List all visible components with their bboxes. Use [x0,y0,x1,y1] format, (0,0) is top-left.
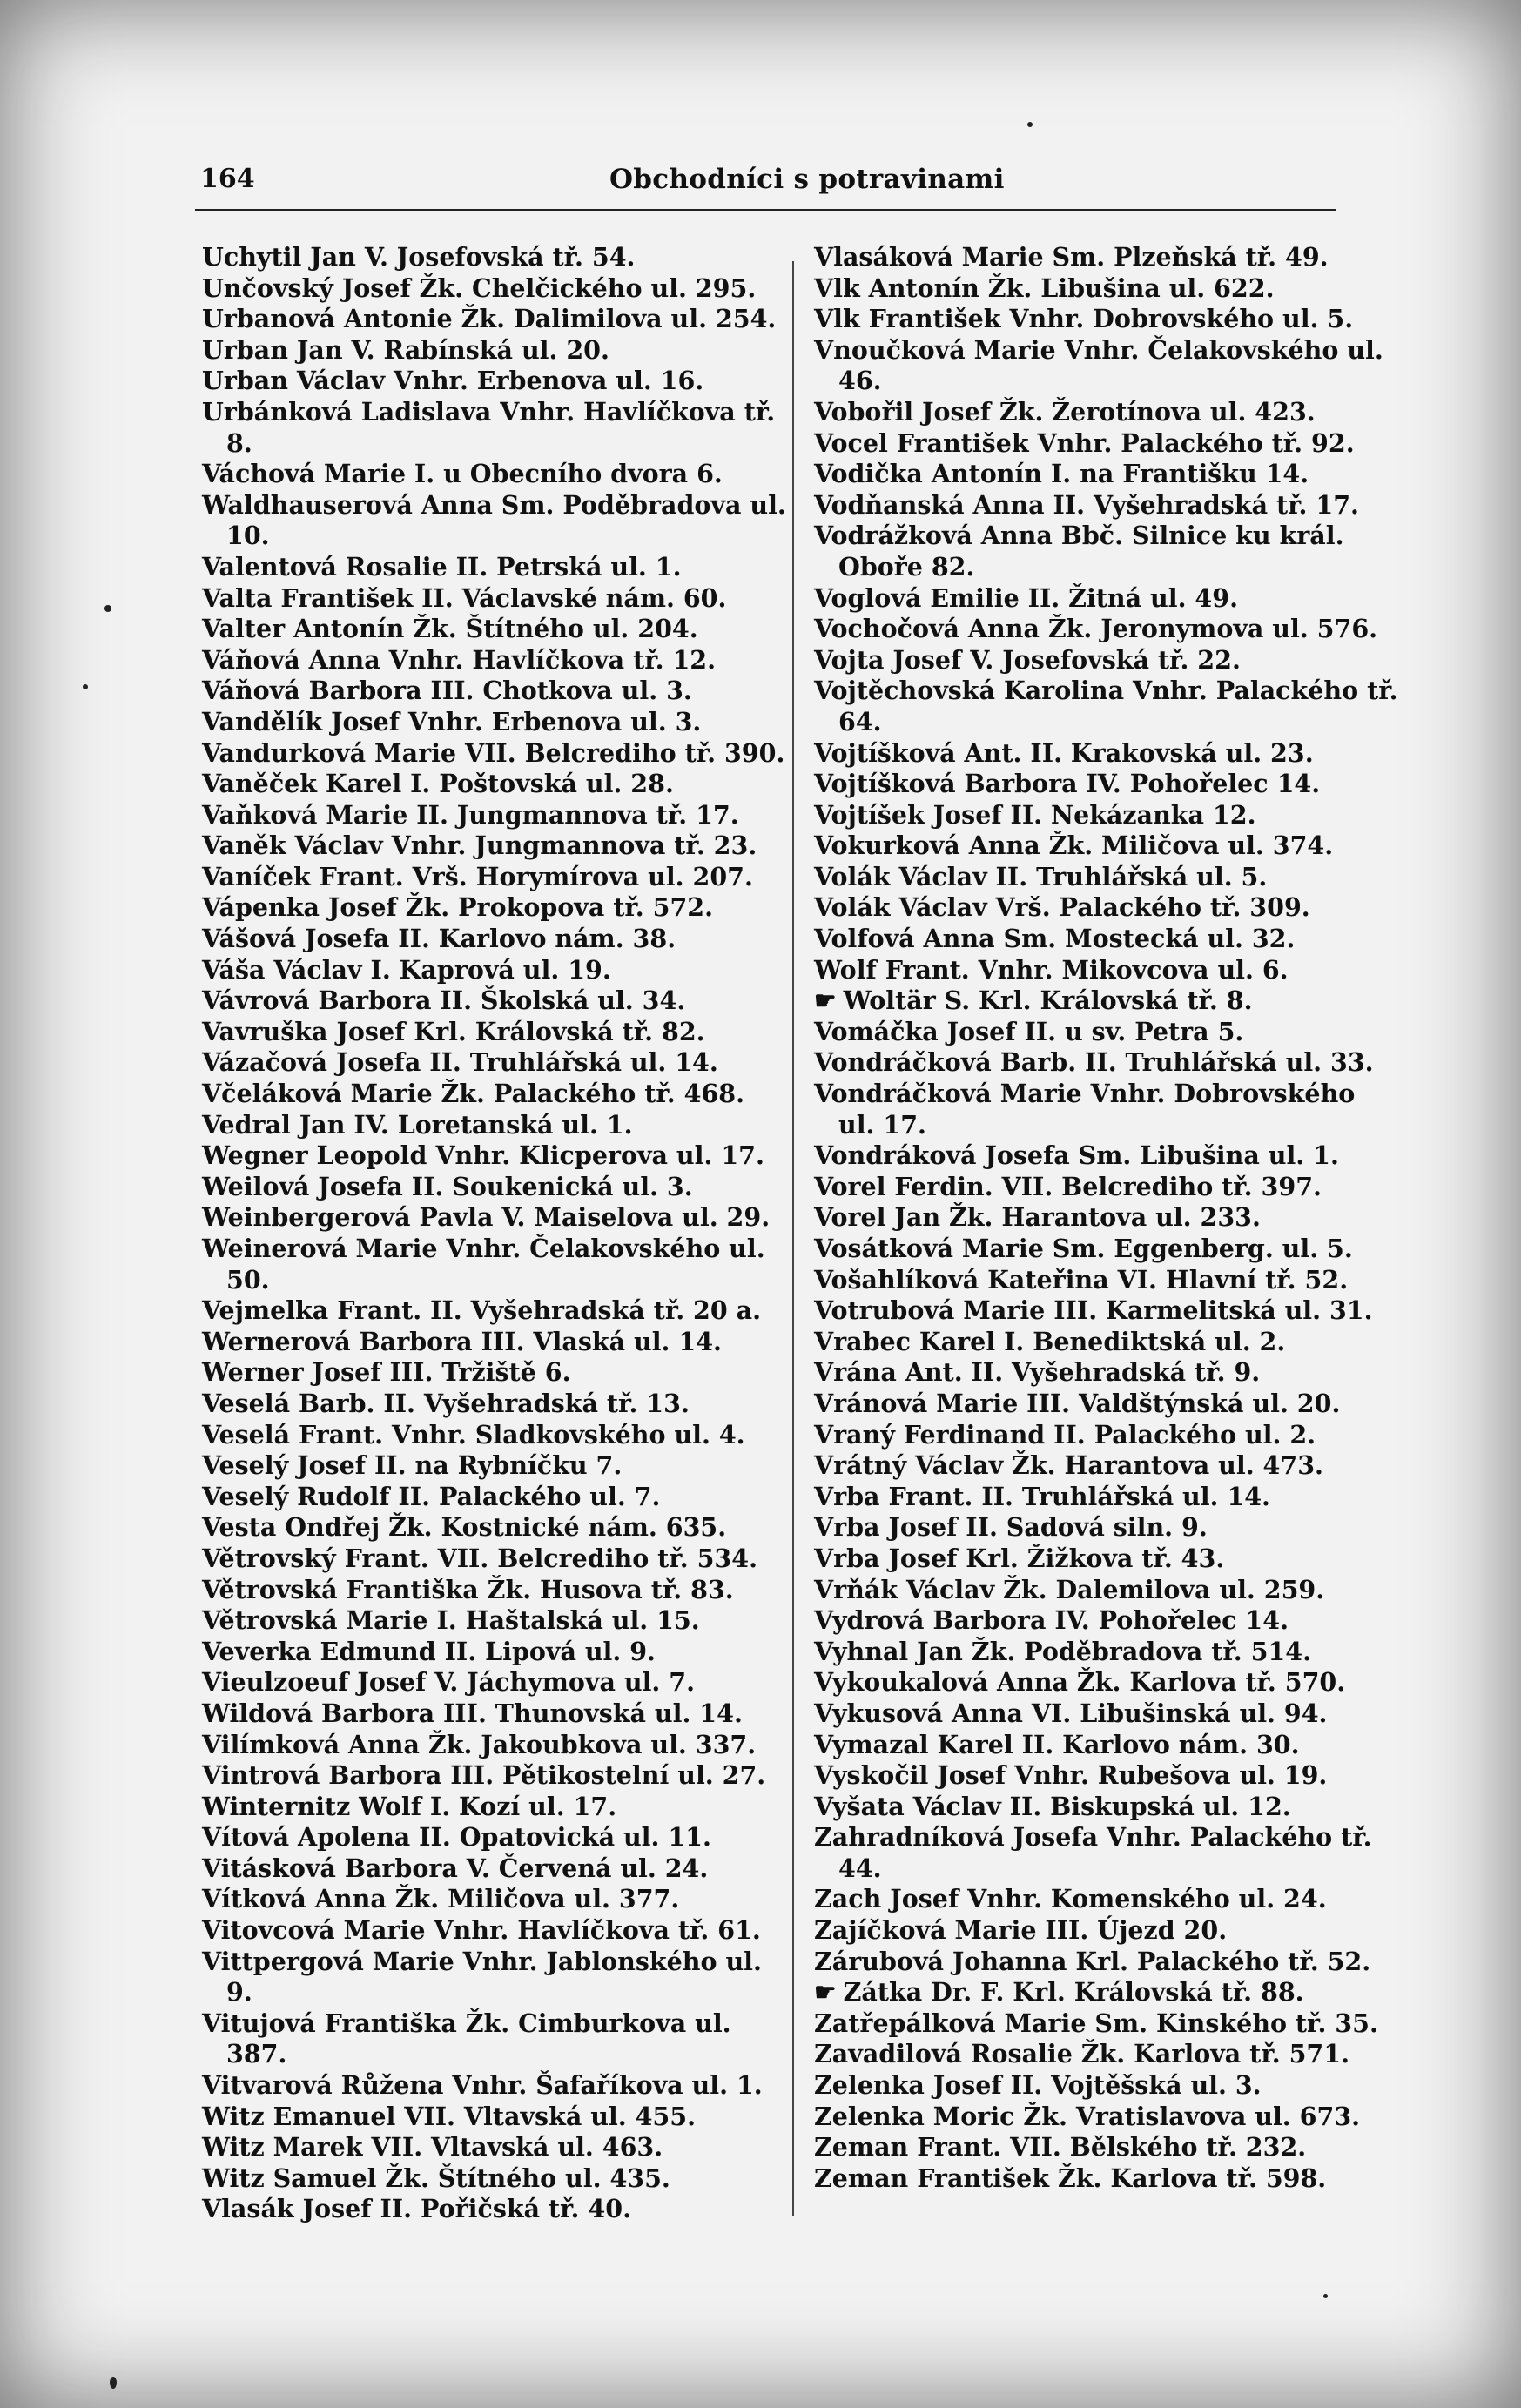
entry-text: Vojta Josef V. Josefovská tř. 22. [814,644,1241,675]
directory-entry [814,1544,1399,1575]
entry-text: Větrovská Františka Žk. Husova tř. 83. [202,1574,734,1604]
entry-text: Valta František II. Václavské nám. 60. [202,582,727,613]
directory-entry [202,1575,787,1606]
entry-text: Váchová Marie I. u Obecního dvora 6. [202,459,723,489]
directory-entry [814,2132,1399,2163]
entry-text: Vondráčková Barb. II. Truhlářská ul. 33. [814,1047,1374,1078]
entry-text: Zeman František Žk. Karlova tř. 598. [814,2162,1327,2193]
entry-text: Vieulzoeuf Josef V. Jáchymova ul. 7. [202,1667,696,1698]
entry-text: Zatřepálková Marie Sm. Kinského tř. 35. [814,2008,1378,2038]
directory-entry [814,1202,1399,1234]
directory-entry [202,1512,787,1544]
entry-text: Witz Emanuel VII. Vltavská ul. 455. [202,2101,697,2131]
directory-entry [814,1512,1399,1544]
entry-text: Zeman Frant. VII. Bělského tř. 232. [814,2132,1307,2162]
entry-text: Weilová Josefa II. Soukenická ul. 3. [202,1171,693,1201]
directory-entry [202,2102,787,2133]
directory-entry [202,985,787,1017]
entry-text: Vlasák Josef II. Pořičská tř. 40. [202,2194,631,2224]
directory-entry [202,1730,787,1761]
directory-entry [814,645,1399,676]
pointing-hand-icon: ☛ [814,985,837,1016]
entry-text: Vyskočil Josef Vnhr. Rubešova ul. 19. [814,1760,1328,1791]
entry-text: Vondráková Josefa Sm. Libušina ul. 1. [814,1140,1339,1171]
entry-text: Vaněček Karel I. Poštovská ul. 28. [202,769,674,799]
entry-text: Váňová Anna Vnhr. Havlíčkova tř. 12. [202,644,717,675]
directory-entry [202,583,787,615]
directory-entry [202,2008,787,2070]
entry-text: Vojtíšková Barbora IV. Pohořelec 14. [814,769,1321,799]
entry-text: Vrňák Václav Žk. Dalemilova ul. 259. [814,1574,1325,1604]
directory-entry [814,1389,1399,1420]
directory-entry [814,2102,1399,2133]
directory-entry [202,1544,787,1575]
entry-text: Veselý Josef II. na Rybníčku 7. [202,1450,623,1481]
directory-entry [202,1389,787,1420]
directory-entry [202,1327,787,1358]
directory-entry [202,614,787,645]
entry-text: Vošahlíková Kateřina VI. Hlavní tř. 52. [814,1264,1349,1295]
entry-text: Vykusová Anna VI. Libušinská ul. 94. [814,1698,1328,1728]
directory-entry [814,800,1399,831]
scan-speck [1323,2294,1328,2298]
entry-text: Witz Marek VII. Vltavská ul. 463. [202,2132,663,2162]
directory-entry [814,1234,1399,1265]
entry-text: Veselá Barb. II. Vyšehradská tř. 13. [202,1388,690,1418]
entry-text: Unčovský Josef Žk. Chelčického ul. 295. [202,272,757,303]
directory-entry [814,1327,1399,1358]
directory-entry [202,1760,787,1792]
directory-entry [202,2070,787,2102]
entry-text: Valentová Rosalie II. Petrská ul. 1. [202,551,682,582]
entry-text: Vochočová Anna Žk. Jeronymova ul. 576. [814,614,1378,644]
directory-entry [202,862,787,893]
directory-entry [814,2163,1399,2195]
directory-entry [814,1079,1399,1140]
entry-text: Vondráčková Marie Vnhr. Dobrovského ul. 17. [814,1079,1356,1140]
directory-entry [814,1172,1399,1203]
directory-entry [814,1698,1399,1730]
directory-entry [814,273,1399,305]
entry-text: Urbánková Ladislava Vnhr. Havlíčkova tř. 8. [202,396,776,458]
entry-text: Vlasáková Marie Sm. Plzeňská tř. 49. [814,242,1329,272]
directory-entry [202,1947,787,2008]
entry-text: Zavadilová Rosalie Žk. Karlova tř. 571. [814,2039,1350,2069]
entry-text: Vitvarová Růžena Vnhr. Šafaříkova ul. 1. [202,2070,763,2101]
directory-entry [202,1079,787,1110]
entry-text: Vodrážková Anna Bbč. Silnice ku král. Oboře 82. [814,521,1344,582]
directory-entry [814,676,1399,737]
directory-entry [202,2163,787,2195]
directory-entry [202,1915,787,1947]
entry-text: Vlk Antonín Žk. Libušina ul. 622. [814,272,1275,303]
entry-text: Vrána Ant. II. Vyšehradská tř. 9. [814,1357,1261,1388]
entry-text: Veselý Rudolf II. Palackého ul. 7. [202,1481,661,1511]
entry-text: Volák Václav II. Truhlářská ul. 5. [814,861,1268,891]
entry-text: Vojtěchovská Karolina Vnhr. Palackého tř. 64. [814,676,1398,737]
entry-text: Vitujová Františka Žk. Cimburkova ul. 387. [202,2008,731,2069]
entry-text: Vyšata Václav II. Biskupská ul. 12. [814,1791,1291,1821]
directory-entry [202,1202,787,1234]
directory-entry [814,1265,1399,1296]
entry-text: Vorel Jan Žk. Harantova ul. 233. [814,1202,1261,1233]
directory-entry [814,583,1399,615]
directory-entry [814,831,1399,862]
directory-entry [202,335,787,367]
entry-text: Vaníček Frant. Vrš. Horymírova ul. 207. [202,861,753,891]
directory-entry [814,1605,1399,1637]
directory-entry [814,2039,1399,2070]
directory-entry [814,1884,1399,1915]
directory-entry [814,1947,1399,1978]
entry-text: Vrátný Václav Žk. Harantova ul. 473. [814,1450,1323,1481]
directory-entry [202,242,787,273]
entry-text: Waldhauserová Anna Sm. Poděbradova ul. 10. [202,489,786,551]
column-divider [792,261,794,2216]
directory-entry [202,676,787,707]
entry-text: Wildová Barbora III. Thunovská ul. 14. [202,1698,743,1728]
right-column [814,242,1399,2194]
entry-text: Vítková Anna Žk. Miličova ul. 377. [202,1884,680,1914]
directory-entry [814,1420,1399,1451]
directory-entry [202,397,787,459]
entry-text: Volfová Anna Sm. Mostecká ul. 32. [814,924,1296,954]
entry-text: Váňová Barbora III. Chotkova ul. 3. [202,676,692,706]
directory-entry [814,1730,1399,1761]
directory-entry [202,366,787,397]
directory-entry [202,1017,787,1048]
entry-text: Voglová Emilie II. Žitná ul. 49. [814,582,1239,613]
scan-speck [104,605,111,612]
entry-text: Vedral Jan IV. Loretanská ul. 1. [202,1109,633,1140]
entry-text: Vojtíšková Ant. II. Krakovská ul. 23. [814,737,1314,768]
entry-text: Vraný Ferdinand II. Palackého ul. 2. [814,1419,1316,1450]
scan-speck [110,2377,117,2389]
entry-text: Zajíčková Marie III. Újezd 20. [814,1915,1228,1946]
directory-entry [814,985,1399,1017]
header-rule [195,209,1336,211]
directory-entry [202,1822,787,1853]
entry-text: Vodňanská Anna II. Vyšehradská tř. 17. [814,489,1359,520]
directory-entry [202,1357,787,1389]
entry-text: Vítová Apolena II. Opatovická ul. 11. [202,1822,711,1853]
entry-text: Vránová Marie III. Valdštýnská ul. 20. [814,1388,1341,1418]
entry-text: Vosátková Marie Sm. Eggenberg. ul. 5. [814,1234,1353,1263]
directory-entry [814,924,1399,955]
entry-text: Zahradníková Josefa Vnhr. Palackého tř. 44. [814,1822,1372,1883]
pointing-hand-icon: ☛ [814,1977,837,2008]
entry-text: Vášová Josefa II. Karlovo nám. 38. [202,924,676,954]
entry-text: Vymazal Karel II. Karlovo nám. 30. [814,1729,1300,1759]
directory-entry [814,459,1399,490]
entry-text: Vojtíšek Josef II. Nekázanka 12. [814,799,1256,830]
entry-text: Vaňková Marie II. Jungmannova tř. 17. [202,799,739,830]
directory-entry [202,2132,787,2163]
entry-text: Větrovský Frant. VII. Belcrediho tř. 534. [202,1543,757,1573]
directory-entry [202,1047,787,1079]
directory-entry [202,1884,787,1915]
directory-entry [202,831,787,862]
entry-text: Vittpergová Marie Vnhr. Jablonského ul. 9. [202,1946,762,2008]
directory-entry [814,1637,1399,1668]
directory-entry [814,521,1399,582]
directory-entry [202,2194,787,2225]
entry-text: Vykoukalová Anna Žk. Karlova tř. 570. [814,1667,1346,1698]
directory-entry [202,924,787,955]
entry-text: Werner Josef III. Tržiště 6. [202,1357,571,1388]
directory-entry [202,273,787,305]
entry-text: Zelenka Josef II. Vojtěšská ul. 3. [814,2070,1262,2101]
directory-entry [814,614,1399,645]
entry-text: Weinerová Marie Vnhr. Čelakovského ul. 50. [202,1234,765,1295]
directory-entry [814,490,1399,521]
directory-entry [814,1760,1399,1792]
directory-entry [202,1698,787,1730]
entry-text: Vápenka Josef Žk. Prokopova tř. 572. [202,892,714,923]
entry-text: Vitovcová Marie Vnhr. Havlíčkova tř. 61. [202,1915,761,1946]
entry-text: Vávrová Barbora II. Školská ul. 34. [202,985,686,1016]
directory-entry [814,1140,1399,1172]
directory-entry [814,1450,1399,1482]
left-column [202,242,787,2225]
directory-entry [202,1482,787,1513]
directory-entry [202,1295,787,1327]
entry-text: Vrabec Karel I. Benediktská ul. 2. [814,1326,1286,1356]
directory-entry [202,769,787,800]
entry-text: Vandurková Marie VII. Belcrediho tř. 390. [202,737,785,768]
entry-text: Vesta Ondřej Žk. Kostnické nám. 635. [202,1512,727,1543]
directory-entry [814,242,1399,273]
entry-text: Urban Jan V. Rabínská ul. 20. [202,334,609,365]
directory-entry [814,738,1399,770]
entry-text: Wegner Leopold Vnhr. Klicperova ul. 17. [202,1140,764,1171]
directory-entry [814,428,1399,460]
entry-text: Vitásková Barbora V. Červená ul. 24. [202,1853,709,1883]
entry-text: Zelenka Moric Žk. Vratislavova ul. 673. [814,2101,1361,2131]
directory-entry [814,1575,1399,1606]
directory-entry [202,1853,787,1885]
entry-text: Vocel František Vnhr. Palackého tř. 92. [814,427,1355,458]
directory-entry [202,1234,787,1295]
directory-entry [202,1140,787,1172]
directory-entry [202,955,787,986]
entry-text: Weinbergerová Pavla V. Maiselova ul. 29. [202,1202,771,1233]
entry-text: Wernerová Barbora III. Vlaská ul. 14. [202,1326,722,1356]
entry-text: Woltär S. Krl. Královská tř. 8. [843,985,1253,1016]
entry-text: Vavruška Josef Krl. Královská tř. 82. [202,1016,705,1046]
entry-text: Veselá Frant. Vnhr. Sladkovského ul. 4. [202,1419,745,1450]
directory-entry [202,707,787,738]
directory-entry [202,892,787,924]
entry-text: Zach Josef Vnhr. Komenského ul. 24. [814,1884,1327,1914]
entry-text: Váša Václav I. Kaprová ul. 19. [202,954,611,985]
page-header [174,164,1332,198]
directory-entry [814,1977,1399,2008]
directory-entry [814,1295,1399,1327]
directory-entry [814,2070,1399,2102]
entry-text: Vorel Ferdin. VII. Belcrediho tř. 397. [814,1171,1322,1201]
entry-text: Wolf Frant. Vnhr. Mikovcova ul. 6. [814,954,1289,985]
directory-entry [814,1357,1399,1389]
entry-text: Vnoučková Marie Vnhr. Čelakovského ul. 46. [814,334,1383,396]
entry-text: Witz Samuel Žk. Štítného ul. 435. [202,2162,670,2193]
directory-entry [202,1667,787,1698]
directory-entry [202,1172,787,1203]
directory-entry [202,1420,787,1451]
directory-entry [814,892,1399,924]
entry-text: Zárubová Johanna Krl. Palackého tř. 52. [814,1946,1371,1976]
directory-entry [814,769,1399,800]
directory-entry [202,1792,787,1823]
entry-text: Vintrová Barbora III. Pětikostelní ul. 27. [202,1760,766,1791]
entry-text: Volák Václav Vrš. Palackého tř. 309. [814,892,1310,923]
entry-text: Zátka Dr. F. Krl. Královská tř. 88. [843,1977,1304,2008]
page-number: 164 [200,164,255,194]
entry-text: Vobořil Josef Žk. Žerotínova ul. 423. [814,396,1316,427]
directory-entry [814,1792,1399,1823]
directory-entry [814,1047,1399,1079]
entry-text: Winternitz Wolf I. Kozí ul. 17. [202,1791,617,1821]
entry-text: Větrovská Marie I. Haštalská ul. 15. [202,1605,700,1636]
running-title: Obchodníci s potravinami [609,164,1005,195]
scan-speck [83,684,88,689]
entry-text: Vrba Frant. II. Truhlářská ul. 14. [814,1481,1270,1511]
entry-text: Urban Václav Vnhr. Erbenova ul. 16. [202,366,704,396]
entry-text: Veverka Edmund II. Lipová ul. 9. [202,1636,656,1666]
directory-entry [814,335,1399,397]
directory-entry [202,459,787,490]
entry-text: Vrba Josef Krl. Žižkova tř. 43. [814,1543,1225,1573]
directory-entry [814,1667,1399,1698]
entry-text: Vrba Josef II. Sadová siln. 9. [814,1512,1208,1543]
entry-text: Vydrová Barbora IV. Pohořelec 14. [814,1605,1289,1636]
directory-entry [814,955,1399,986]
directory-entry [202,645,787,676]
directory-entry [814,2008,1399,2040]
entry-text: Vandělík Josef Vnhr. Erbenova ul. 3. [202,706,702,737]
entry-text: Vodička Antonín I. na Františku 14. [814,459,1309,489]
entry-text: Vilímková Anna Žk. Jakoubkova ul. 337. [202,1729,757,1759]
entry-text: Vomáčka Josef II. u sv. Petra 5. [814,1016,1244,1046]
entry-text: Vejmelka Frant. II. Vyšehradská tř. 20 a. [202,1295,762,1326]
entry-text: Včeláková Marie Žk. Palackého tř. 468. [202,1079,745,1109]
directory-entry [202,800,787,831]
scan-speck [1027,122,1033,127]
directory-entry [814,304,1399,335]
entry-text: Uchytil Jan V. Josefovská tř. 54. [202,242,636,272]
directory-entry [814,1822,1399,1884]
entry-text: Vaněk Václav Vnhr. Jungmannova tř. 23. [202,831,757,861]
directory-entry [202,738,787,770]
directory-entry [202,552,787,583]
directory-entry [202,1450,787,1482]
directory-entry [814,862,1399,893]
directory-entry [202,304,787,335]
directory-entry [814,1915,1399,1947]
directory-entry [202,1605,787,1637]
directory-entry [814,397,1399,428]
entry-text: Valter Antonín Žk. Štítného ul. 204. [202,614,698,644]
entry-text: Urbanová Antonie Žk. Dalimilova ul. 254. [202,304,777,334]
entry-text: Vokurková Anna Žk. Miličova ul. 374. [814,831,1334,861]
entry-text: Vázačová Josefa II. Truhlářská ul. 14. [202,1047,718,1078]
directory-entry [814,1017,1399,1048]
entry-text: Vyhnal Jan Žk. Poděbradova tř. 514. [814,1636,1312,1666]
directory-entry [202,490,787,552]
directory-entry [814,1482,1399,1513]
entry-text: Votrubová Marie III. Karmelitská ul. 31. [814,1295,1373,1326]
entry-text: Vlk František Vnhr. Dobrovského ul. 5. [814,304,1354,334]
directory-entry [202,1637,787,1668]
directory-entry [202,1110,787,1141]
